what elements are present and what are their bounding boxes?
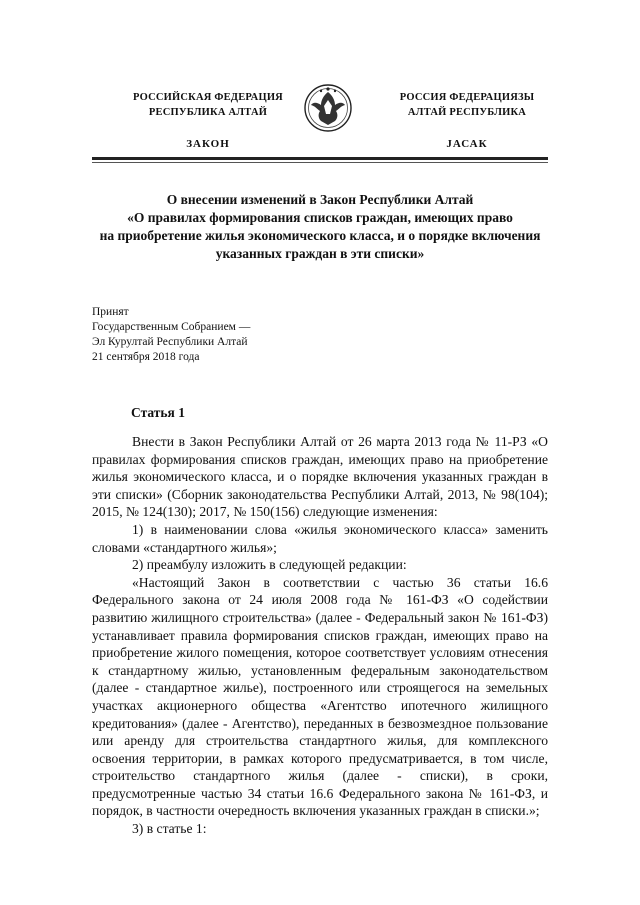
adoption-line: Государственным Собранием — (92, 321, 251, 333)
title-line: указанных граждан в эти списки» (215, 246, 425, 261)
header-right-republic: АЛТАЙ РЕСПУБЛИКА (407, 107, 527, 118)
header-divider-thick (92, 157, 548, 160)
header-right-country: РОССИЯ ФЕДЕРАЦИЯЗЫ (399, 92, 535, 103)
body-paragraph: Внести в Закон Республики Алтай от 26 марта 2013 года № 11-РЗ «О правилах формирования списков граждан, имеющих право на приобретение жилья экономического класса, и о порядке включения указанных граждан в эти списки» (Сборник законодательства Республики Алтай, 2013, № 98(104); 2015, № 124(130); 2017, № 150(156) следующие изменения: (92, 434, 548, 520)
adoption-note (92, 305, 342, 365)
header-left-block (123, 90, 293, 152)
header-left-republic: РЕСПУБЛИКА АЛТАЙ (148, 107, 268, 118)
header-divider-thin (92, 162, 548, 163)
body-paragraph: «Настоящий Закон в соответствии с частью 36 статьи 16.6 Федерального закона от 24 июля 2008 года № 161-ФЗ «О содействии развитию жилищного строительства» (далее - Федеральный закон № 161-ФЗ) устанавливает правила формирования списков граждан, имеющих право на приобретение жилого помещения, которое соответствует условиям отнесения к стандартному жилью, установленным федеральным законодательством (далее - стандартное жилье), построенного или строящегося на земельных участках акционерного общества «Агентство ипотечного жилищного кредитования» (далее - Агентство), переданных в безвозмездное пользование или аренду для строительства стандартного жилья, для комплексного освоения территории, в рамках которого предусматривается, в том числе, строительство стандартного жилья (далее - списки), в сроки, предусмотренные частью 34 статьи 16.6 Федерального закона № 161-ФЗ, и порядок, в частности очередность включения указанных граждан в списки.»; (92, 574, 548, 819)
adoption-line: Эл Курултай Республики Алтай (92, 336, 248, 348)
header-left-country: РОССИЙСКАЯ ФЕДЕРАЦИЯ (133, 92, 283, 103)
header-right-law: JАСАК (446, 138, 488, 150)
body-paragraph: 2) преамбулу изложить в следующей редакции: (132, 557, 407, 573)
article-heading: Статья 1 (131, 405, 185, 420)
document-body (92, 433, 548, 838)
adoption-line: Принят (92, 306, 129, 318)
header-left-law: ЗАКОН (186, 138, 230, 150)
document-title (88, 191, 552, 263)
adoption-date: 21 сентября 2018 года (92, 351, 200, 363)
title-line: О внесении изменений в Закон Республики Алтай (166, 192, 474, 207)
header-right-block (382, 90, 552, 152)
body-paragraph: 1) в наименовании слова «жилья экономического класса» заменить словами «стандартного жилья»; (92, 521, 548, 555)
title-line: на приобретение жилья экономического класса, и о порядке включения (99, 228, 541, 243)
coat-of-arms-icon (303, 80, 353, 136)
title-line: «О правилах формирования списков граждан, имеющих право (127, 210, 513, 225)
body-paragraph: 3) в статье 1: (132, 821, 207, 837)
